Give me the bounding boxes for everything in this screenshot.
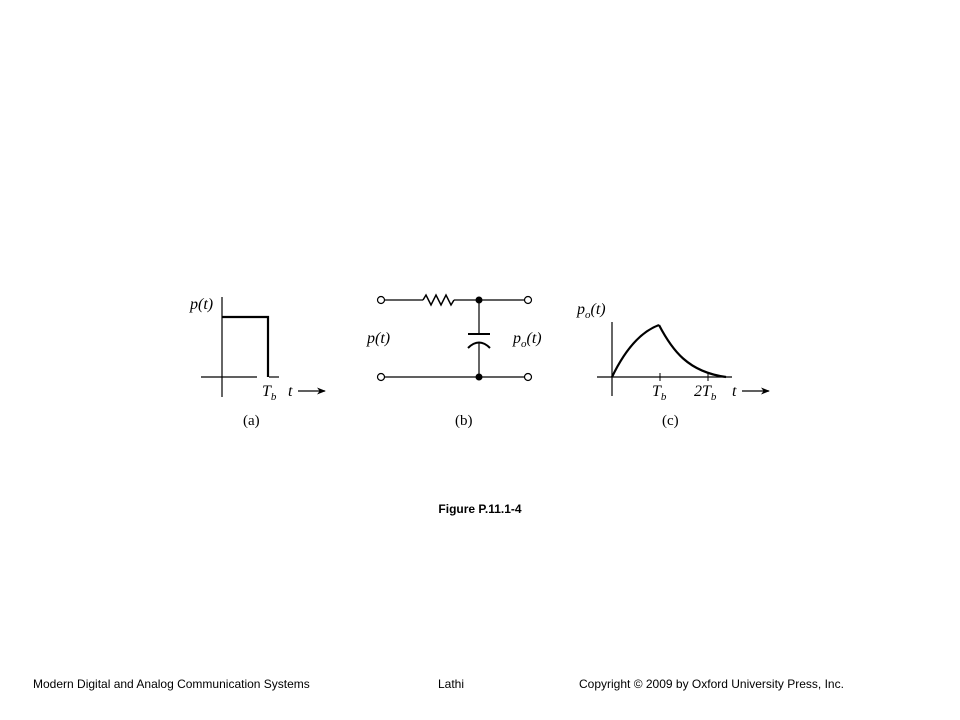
figure-caption: Figure P.11.1-4 <box>438 502 522 516</box>
panel-c <box>576 301 769 429</box>
rise-curve <box>612 325 659 377</box>
circuit-input-label: p(t) <box>367 330 391 347</box>
panel-b <box>366 295 542 429</box>
terminal-bottom-right <box>525 374 532 381</box>
panel-a-tick-tb: $T_b$ <box>262 383 277 403</box>
panel-c-y-label: $p_o(t)$ <box>577 301 606 321</box>
terminal-top-right <box>525 297 532 304</box>
panel-a-y-label: p(t) <box>190 296 214 313</box>
decay-curve <box>659 325 726 377</box>
footer-author: Lathi <box>438 677 465 691</box>
rect-pulse <box>222 317 268 377</box>
footer-copyright: Copyright © 2009 by Oxford University Press, Inc. <box>579 677 844 691</box>
panel-c-tick-2tb-label: $2T_b$ <box>694 383 717 403</box>
panel-a <box>189 296 325 429</box>
footer-book-title: Modern Digital and Analog Communication Systems <box>33 677 310 691</box>
panel-b-caption: (b) <box>455 413 473 429</box>
circuit-output-label: $p_o(t)$ <box>513 330 542 350</box>
panel-c-t-label: t <box>732 383 737 400</box>
resistor <box>423 295 454 305</box>
panel-c-tick-tb-label: $T_b$ <box>652 383 667 403</box>
terminal-top-left <box>378 297 385 304</box>
panel-c-caption: (c) <box>662 413 679 429</box>
terminal-bottom-left <box>378 374 385 381</box>
panel-a-t-label: t <box>288 383 293 400</box>
panel-a-caption: (a) <box>243 413 260 429</box>
